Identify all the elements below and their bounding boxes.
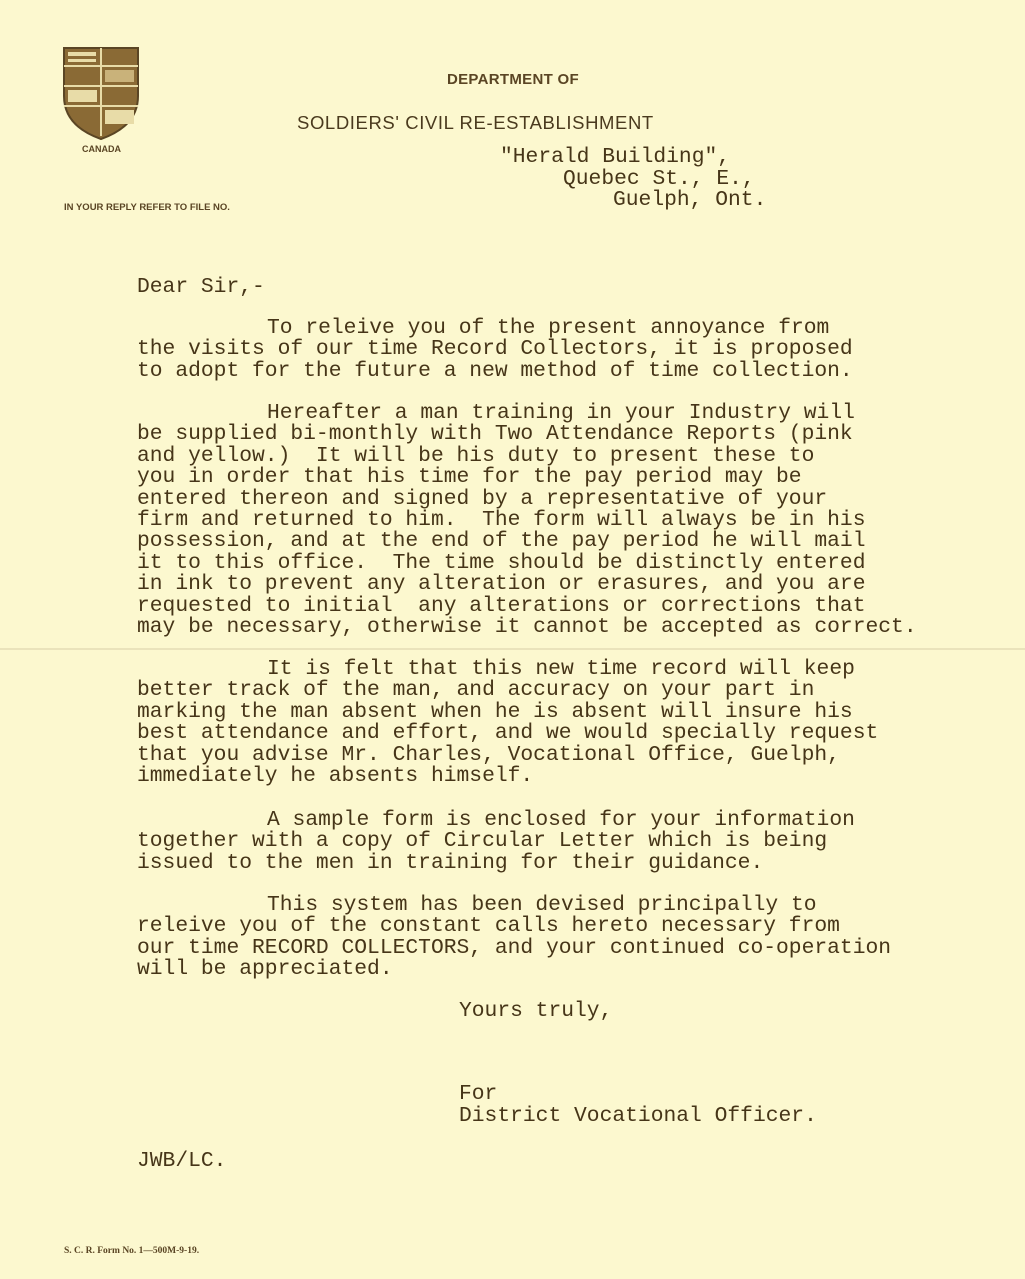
- file-reference-label: IN YOUR REPLY REFER TO FILE NO.: [64, 202, 230, 213]
- paragraph-1: [137, 318, 1017, 382]
- signature-title: District Vocational Officer.: [459, 1104, 817, 1128]
- canada-coat-of-arms-crest: [62, 46, 140, 141]
- text-line: in ink to prevent any alteration or erasures, and you are: [137, 572, 866, 597]
- text-line: you in order that his time for the pay period may be: [137, 465, 802, 490]
- text-line: will be appreciated.: [137, 957, 393, 982]
- text-line: requested to initial any alterations or corrections that: [137, 593, 866, 618]
- closing: Yours truly,: [459, 999, 613, 1023]
- text-line: may be necessary, otherwise it cannot be accepted as correct.: [137, 614, 917, 639]
- paragraph-4: [137, 810, 1017, 874]
- paragraph-2: [137, 403, 1017, 638]
- address-line: Guelph, Ont.: [613, 188, 767, 212]
- text-line: together with a copy of Circular Letter which is being: [137, 829, 828, 854]
- form-number-footer: S. C. R. Form No. 1—500M-9-19.: [64, 1246, 200, 1256]
- department-name: SOLDIERS' CIVIL RE-ESTABLISHMENT: [297, 112, 654, 133]
- text-line: To releive you of the present annoyance from: [267, 316, 830, 340]
- text-line: our time RECORD COLLECTORS, and your continued co-operation: [137, 935, 892, 960]
- department-heading: DEPARTMENT OF: [447, 71, 579, 88]
- salutation: Dear Sir,-: [137, 275, 265, 299]
- text-line: possession, and at the end of the pay period he will mail: [137, 529, 866, 554]
- text-line: immediately he absents himself.: [137, 763, 534, 788]
- crest-label: CANADA: [82, 144, 121, 154]
- text-line: Hereafter a man training in your Industry will: [267, 401, 855, 425]
- text-line: releive you of the constant calls hereto necessary from: [137, 914, 840, 939]
- text-line: firm and returned to him. The form will always be in his: [137, 507, 866, 532]
- text-line: the visits of our time Record Collectors, it is proposed: [137, 337, 853, 362]
- text-line: entered thereon and signed by a representative of your: [137, 486, 828, 511]
- text-line: marking the man absent when he is absent will insure his: [137, 699, 853, 724]
- text-line: best attendance and effort, and we would specially request: [137, 721, 879, 746]
- text-line: It is felt that this new time record will keep: [267, 657, 855, 681]
- text-line: issued to the men in training for their guidance.: [137, 850, 764, 875]
- signature-for: For: [459, 1082, 498, 1106]
- text-line: to adopt for the future a new method of time collection.: [137, 358, 853, 383]
- address-line: "Herald Building",: [500, 145, 731, 169]
- text-line: and yellow.) It will be his duty to present these to: [137, 443, 815, 468]
- paper-fold-line: [0, 648, 1025, 650]
- text-line: A sample form is enclosed for your information: [267, 808, 855, 832]
- address-line: Quebec St., E.,: [563, 167, 755, 191]
- text-line: it to this office. The time should be distinctly entered: [137, 550, 866, 575]
- paragraph-5: [137, 895, 1017, 981]
- text-line: better track of the man, and accuracy on your part in: [137, 678, 815, 703]
- paragraph-3: [137, 659, 1017, 787]
- typist-initials: JWB/LC.: [137, 1149, 227, 1173]
- text-line: that you advise Mr. Charles, Vocational Office, Guelph,: [137, 742, 840, 767]
- text-line: This system has been devised principally to: [267, 893, 817, 917]
- text-line: be supplied bi-monthly with Two Attendance Reports (pink: [137, 422, 853, 447]
